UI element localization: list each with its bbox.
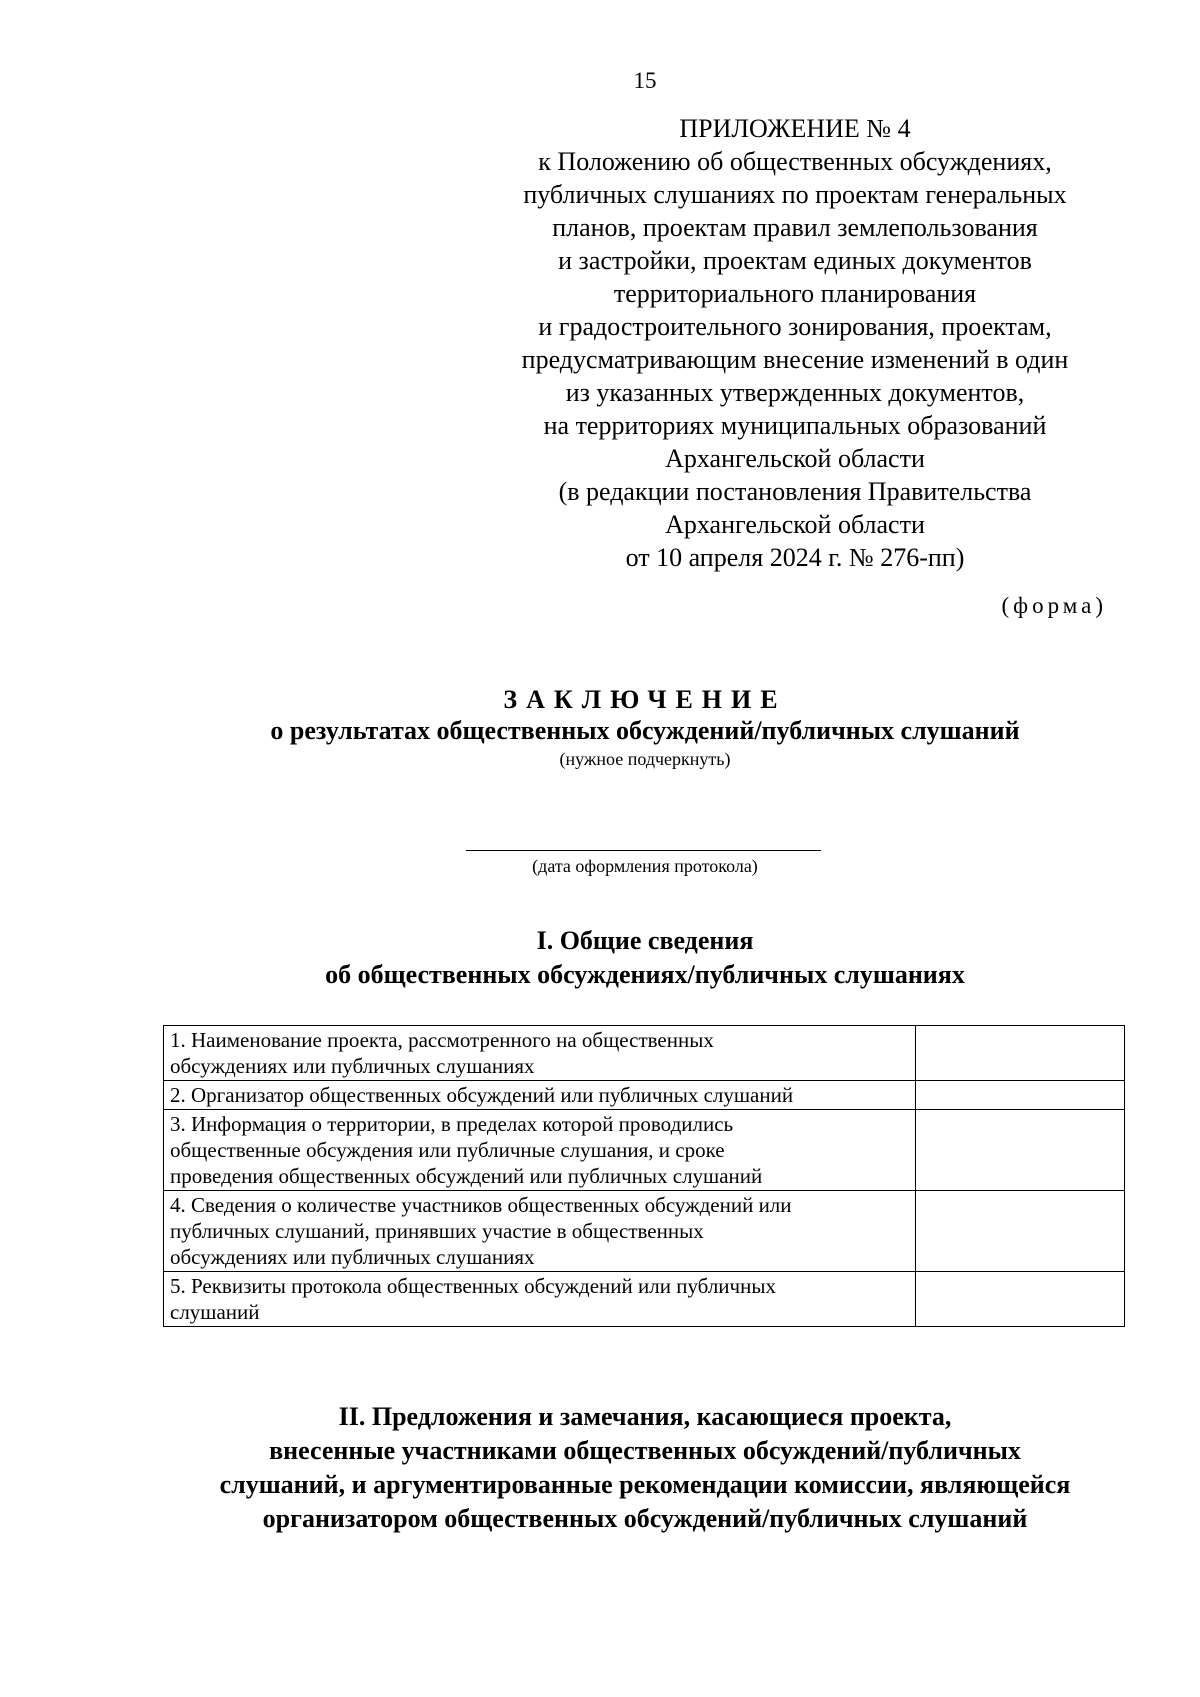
section2-title-line: II. Предложения и замечания, касающиеся проекта,	[338, 1402, 952, 1431]
row-label-line: обсуждениях или публичных слушаниях	[170, 1245, 535, 1269]
table-row	[164, 1272, 1125, 1327]
appendix-line: территориального планирования	[613, 279, 977, 308]
conclusion-subtitle: о результатах общественных обсуждений/публичных слушаний	[270, 716, 1020, 745]
appendix-line: на территориях муниципальных образований	[543, 411, 1047, 440]
table-row	[164, 1110, 1125, 1191]
row-label	[164, 1081, 916, 1110]
row-label	[164, 1026, 916, 1081]
row-label-line: обсуждениях или публичных слушаниях	[170, 1054, 535, 1078]
row-label-line: 3. Информация о территории, в пределах которой проводились	[170, 1112, 734, 1136]
appendix-line: Архангельской области	[665, 510, 925, 539]
appendix-line: Архангельской области	[665, 444, 925, 473]
row-value	[916, 1110, 1125, 1191]
section1-title-line: об общественных обсуждениях/публичных слушаниях	[325, 960, 965, 989]
section2-title	[0, 1400, 1200, 1536]
section2-title-line: слушаний, и аргументированные рекомендации комиссии, являющейся	[219, 1470, 1071, 1499]
appendix-line: от 10 апреля 2024 г. № 276-пп)	[625, 543, 965, 572]
section1-title-line: I. Общие сведения	[536, 926, 754, 955]
page-number: 15	[633, 68, 657, 93]
row-label	[164, 1110, 916, 1191]
row-label-line: 2. Организатор общественных обсуждений или публичных слушаний	[170, 1083, 794, 1107]
form-label: (форма)	[1001, 593, 1107, 618]
appendix-line: планов, проектам правил землепользования	[552, 213, 1038, 242]
date-signature-line	[466, 850, 821, 851]
appendix-line: ПРИЛОЖЕНИЕ № 4	[679, 114, 911, 143]
appendix-line: публичных слушаниях по проектам генеральных	[523, 180, 1067, 209]
date-caption: (дата оформления протокола)	[532, 856, 758, 876]
appendix-line: предусматривающим внесение изменений в один	[521, 345, 1069, 374]
row-value	[916, 1191, 1125, 1272]
section2-title-line: внесенные участниками общественных обсуждений/публичных	[269, 1436, 1021, 1465]
table-row	[164, 1026, 1125, 1081]
appendix-line: из указанных утвержденных документов,	[565, 378, 1025, 407]
row-value	[916, 1081, 1125, 1110]
appendix-line: к Положению об общественных обсуждениях,	[538, 147, 1052, 176]
section1-title	[0, 924, 1200, 992]
conclusion-title: ЗАКЛЮЧЕНИЕ	[503, 685, 787, 714]
row-label	[164, 1191, 916, 1272]
appendix-line: и застройки, проектам единых документов	[558, 246, 1032, 275]
row-label-line: 5. Реквизиты протокола общественных обсуждений или публичных	[170, 1274, 776, 1298]
row-label-line: 1. Наименование проекта, рассмотренного на общественных	[170, 1028, 714, 1052]
appendix-header	[500, 112, 1090, 574]
appendix-line: (в редакции постановления Правительства	[558, 477, 1032, 506]
row-value	[916, 1026, 1125, 1081]
row-label-line: слушаний	[170, 1300, 260, 1324]
row-value	[916, 1272, 1125, 1327]
table-row	[164, 1081, 1125, 1110]
appendix-line: и градостроительного зонирования, проектам,	[538, 312, 1052, 341]
row-label	[164, 1272, 916, 1327]
row-label-line: проведения общественных обсуждений или публичных слушаний	[170, 1164, 763, 1188]
row-label-line: публичных слушаний, принявших участие в общественных	[170, 1219, 704, 1243]
row-label-line: общественные обсуждения или публичные слушания, и сроке	[170, 1138, 725, 1162]
general-info-table	[163, 1025, 1125, 1327]
row-label-line: 4. Сведения о количестве участников общественных обсуждений или	[170, 1193, 792, 1217]
conclusion-note: (нужное подчеркнуть)	[559, 749, 731, 769]
table-row	[164, 1191, 1125, 1272]
section2-title-line: организатором общественных обсуждений/публичных слушаний	[262, 1504, 1028, 1533]
